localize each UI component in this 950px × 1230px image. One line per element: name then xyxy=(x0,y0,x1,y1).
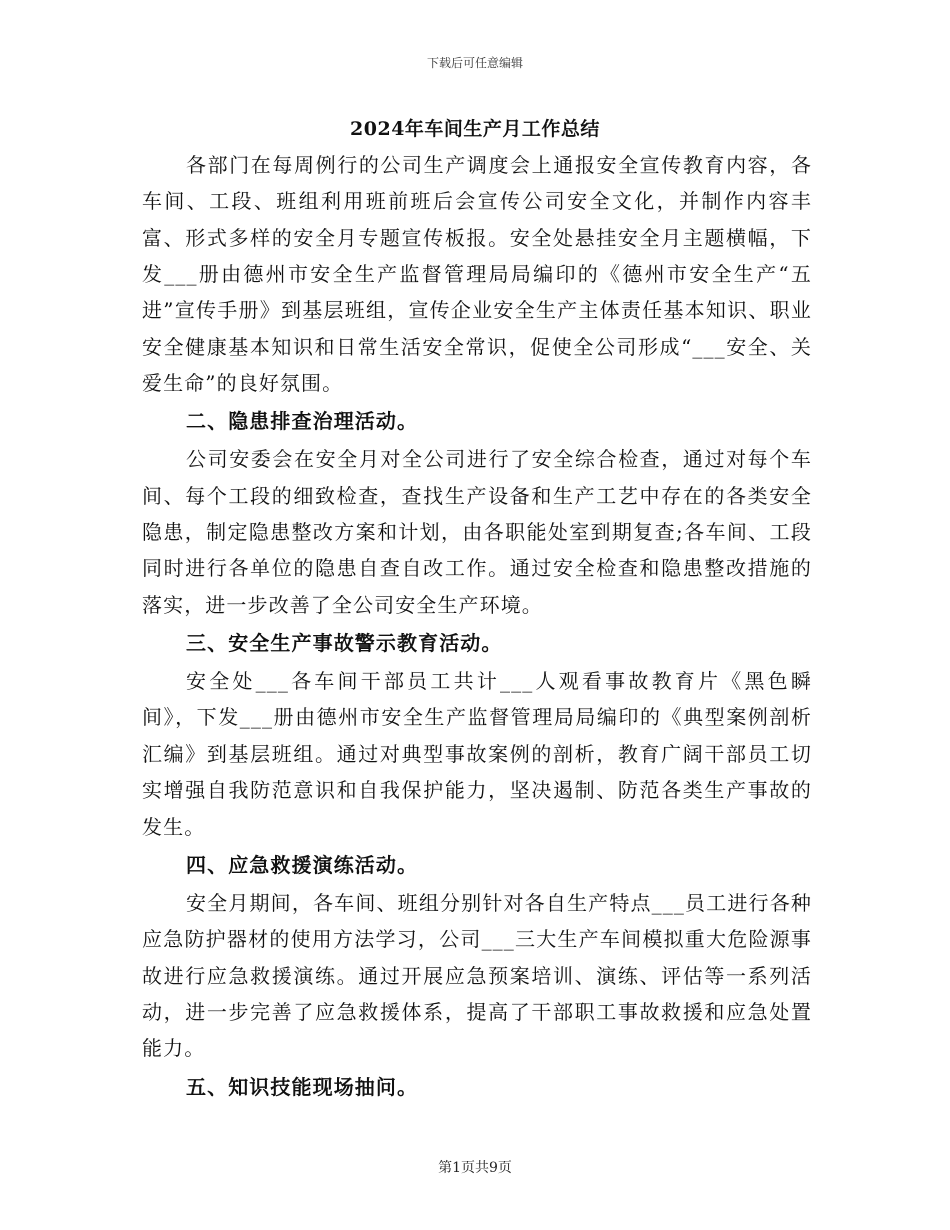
paragraph-emergency-drill: 安全月期间，各车间、班组分别针对各自生产特点___员工进行各种应急防护器材的使用方法学习，公司___三大生产车间模拟重大危险源事故进行应急救援演练。通过开展应急预案培训、演练、评估等一系列活动，进一步完善了应急救援体系，提高了干部职工事故救援和应急处置能力。 xyxy=(142,890,812,1061)
section-heading-accident-warning: 三、安全生产事故警示教育活动。 xyxy=(186,631,503,656)
paragraph-publicity: 各部门在每周例行的公司生产调度会上通报安全宣传教育内容，各车间、工段、班组利用班前班后会宣传公司安全文化，并制作内容丰富、形式多样的安全月专题宣传板报。安全处悬挂安全月主题横幅，下发___册由德州市安全生产监督管理局局编印的《德州市安全生产“五进”宣传手册》到基层班组，宣传企业安全生产主体责任基本知识、职业安全健康基本知识和日常生活安全常识，促使全公司形成“___安全、关爱生命”的良好氛围。 xyxy=(142,153,812,396)
section-heading-emergency-drill: 四、应急救援演练活动。 xyxy=(186,852,419,877)
document-body xyxy=(142,147,812,1107)
page-number-footer: 第1页共9页 xyxy=(438,1160,512,1176)
paragraph-hazard-inspection: 公司安委会在安全月对全公司进行了安全综合检查，通过对每个车间、每个工段的细致检查，查找生产设备和生产工艺中存在的各类安全隐患，制定隐患整改方案和计划，由各职能处室到期复查;各车间、工段同时进行各单位的隐患自查自改工作。通过安全检查和隐患整改措施的落实，进一步改善了全公司安全生产环境。 xyxy=(142,447,812,617)
section-heading-knowledge-check: 五、知识技能现场抽问。 xyxy=(186,1074,419,1099)
header-note: 下载后可任意编辑 xyxy=(426,56,523,70)
document-title: 2024年车间生产月工作总结 xyxy=(350,118,600,140)
section-heading-hazard-inspection: 二、隐患排查治理活动。 xyxy=(186,409,419,434)
paragraph-accident-warning: 安全处___各车间干部员工共计___人观看事故教育片《黑色瞬间》，下发___册由德州市安全生产监督管理局局编印的《典型案例剖析汇编》到基层班组。通过对典型事故案例的剖析，教育广阔干部员工切实增强自我防范意识和自我保护能力，坚决遏制、防范各类生产事故的发生。 xyxy=(142,669,812,839)
